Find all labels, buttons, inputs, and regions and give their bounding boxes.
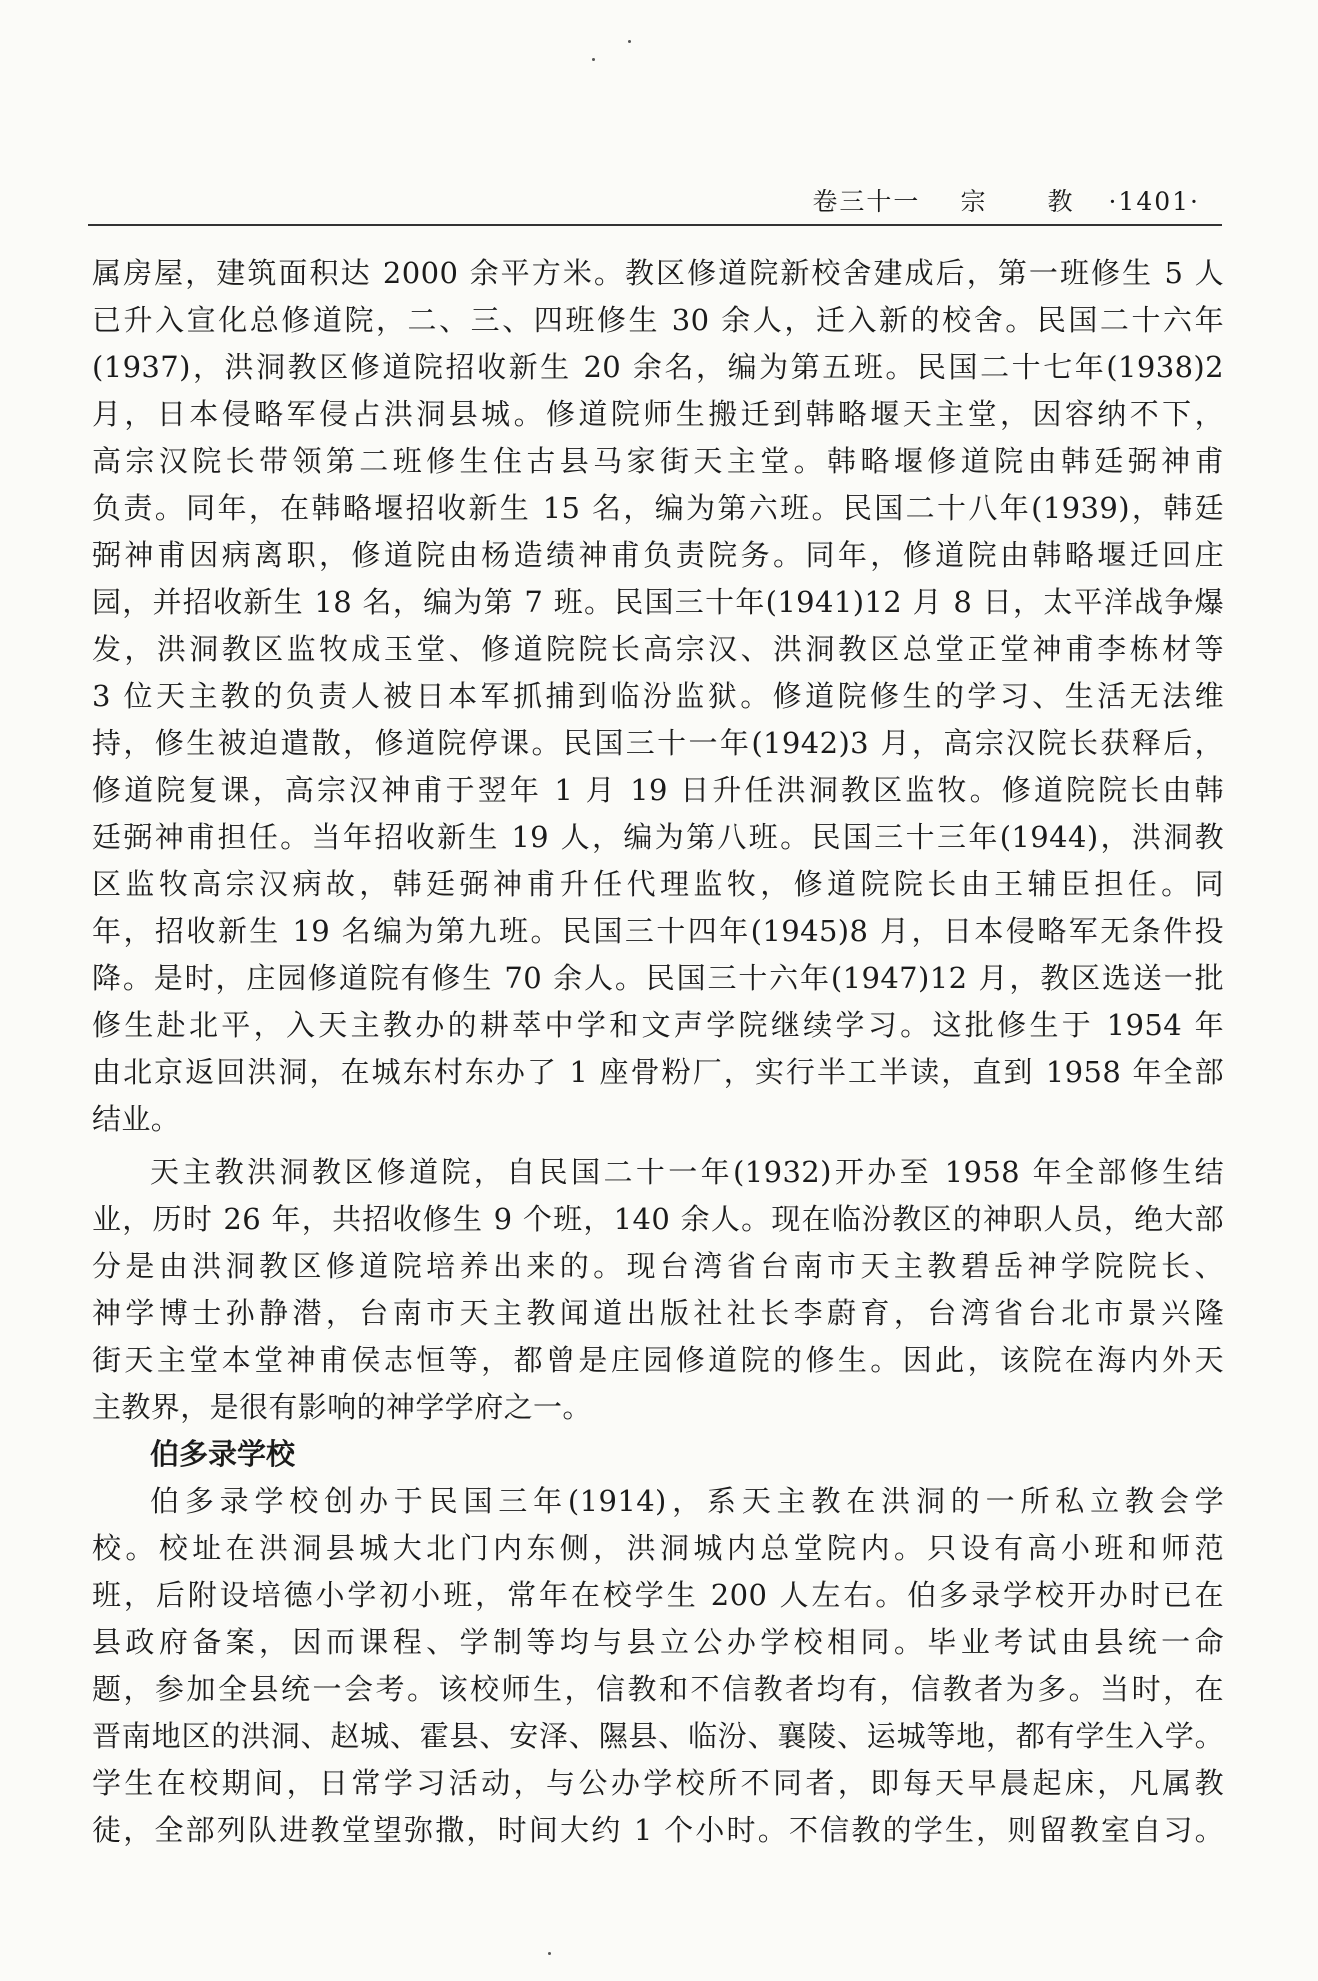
text-line: (1937)，洪洞教区修道院招收新生 20 余名，编为第五班。民国二十七年(1938)2	[92, 350, 1224, 384]
text-line: 主教界，是很有影响的神学学府之一。	[92, 1390, 592, 1424]
page-number: ·1401·	[1108, 187, 1200, 216]
text-line: 修生赴北平，入天主教办的耕萃中学和文声学院继续学习。这批修生于 1954 年	[92, 1008, 1224, 1042]
text-line: 街天主堂本堂神甫侯志恒等，都曾是庄园修道院的修生。因此，该院在海内外天	[92, 1343, 1224, 1377]
running-head-section-1: 宗	[960, 187, 988, 216]
text-line: 发，洪洞教区监牧成玉堂、修道院院长高宗汉、洪洞教区总堂正堂神甫李栋材等	[92, 632, 1224, 666]
text-line: 区监牧高宗汉病故，韩廷弼神甫升任代理监牧，修道院院长由王辅臣担任。同	[92, 867, 1224, 901]
running-head-volume: 卷三十一	[812, 187, 921, 216]
text-line: 县政府备案，因而课程、学制等均与县立公办学校相同。毕业考试由县统一命	[92, 1625, 1224, 1659]
paragraph-2	[92, 1149, 1224, 1431]
text-line: 业，历时 26 年，共招收修生 9 个班，140 余人。现在临汾教区的神职人员，绝大部	[92, 1202, 1224, 1236]
text-line: 结业。	[92, 1102, 181, 1136]
text-line: 年，招收新生 19 名编为第九班。民国三十四年(1945)8 月，日本侵略军无条件投	[92, 914, 1224, 948]
body-text	[92, 250, 1224, 1854]
running-head-section-2: 教	[1047, 187, 1075, 216]
text-line: 晋南地区的洪洞、赵城、霍县、安泽、隰县、临汾、襄陵、运城等地，都有学生入学。	[92, 1719, 1224, 1753]
running-head	[812, 182, 1200, 218]
text-line: 廷弼神甫担任。当年招收新生 19 人，编为第八班。民国三十三年(1944)，洪洞教	[92, 820, 1224, 854]
scan-speck	[592, 58, 595, 61]
text-line: 分是由洪洞教区修道院培养出来的。现台湾省台南市天主教碧岳神学院院长、	[92, 1249, 1224, 1283]
text-line: 天主教洪洞教区修道院，自民国二十一年(1932)开办至 1958 年全部修生结	[150, 1155, 1224, 1189]
section-heading: 伯多录学校	[150, 1437, 296, 1471]
text-line: 负责。同年，在韩略堰招收新生 15 名，编为第六班。民国二十八年(1939)，韩廷	[92, 491, 1224, 525]
scan-speck	[548, 1952, 551, 1955]
text-line: 属房屋，建筑面积达 2000 余平方米。教区修道院新校舍建成后，第一班修生 5 人	[92, 256, 1224, 290]
paragraph-3	[92, 1478, 1224, 1854]
paragraph-1	[92, 250, 1224, 1143]
text-line: 持，修生被迫遣散，修道院停课。民国三十一年(1942)3 月，高宗汉院长获释后，	[92, 726, 1224, 760]
text-line: 由北京返回洪洞，在城东村东办了 1 座骨粉厂，实行半工半读，直到 1958 年全部	[92, 1055, 1224, 1089]
header-rule	[88, 224, 1222, 226]
text-line: 高宗汉院长带领第二班修生住古县马家街天主堂。韩略堰修道院由韩廷弼神甫	[92, 444, 1224, 478]
text-line: 校。校址在洪洞县城大北门内东侧，洪洞城内总堂院内。只设有高小班和师范	[92, 1531, 1224, 1565]
text-line: 弼神甫因病离职，修道院由杨造绩神甫负责院务。同年，修道院由韩略堰迁回庄	[92, 538, 1224, 572]
text-line: 学生在校期间，日常学习活动，与公办学校所不同者，即每天早晨起床，凡属教	[92, 1766, 1224, 1800]
text-line: 修道院复课，高宗汉神甫于翌年 1 月 19 日升任洪洞教区监牧。修道院院长由韩	[92, 773, 1224, 807]
text-line: 园，并招收新生 18 名，编为第 7 班。民国三十年(1941)12 月 8 日，太平洋战争爆	[92, 585, 1224, 619]
scan-speck	[628, 40, 631, 43]
text-line: 徒，全部列队进教堂望弥撒，时间大约 1 个小时。不信教的学生，则留教室自习。	[92, 1813, 1224, 1847]
text-line: 已升入宣化总修道院，二、三、四班修生 30 余人，迁入新的校舍。民国二十六年	[92, 303, 1224, 337]
text-line: 降。是时，庄园修道院有修生 70 余人。民国三十六年(1947)12 月，教区选送一批	[92, 961, 1224, 995]
text-line: 3 位天主教的负责人被日本军抓捕到临汾监狱。修道院修生的学习、生活无法维	[92, 679, 1224, 713]
text-line: 题，参加全县统一会考。该校师生，信教和不信教者均有，信教者为多。当时，在	[92, 1672, 1224, 1706]
text-line: 伯多录学校创办于民国三年(1914)，系天主教在洪洞的一所私立教会学	[150, 1484, 1224, 1518]
text-line: 神学博士孙静潜，台南市天主教闻道出版社社长李蔚育，台湾省台北市景兴隆	[92, 1296, 1224, 1330]
text-line: 月，日本侵略军侵占洪洞县城。修道院师生搬迁到韩略堰天主堂，因容纳不下，	[92, 397, 1224, 431]
text-line: 班，后附设培德小学初小班，常年在校学生 200 人左右。伯多录学校开办时已在	[92, 1578, 1224, 1612]
